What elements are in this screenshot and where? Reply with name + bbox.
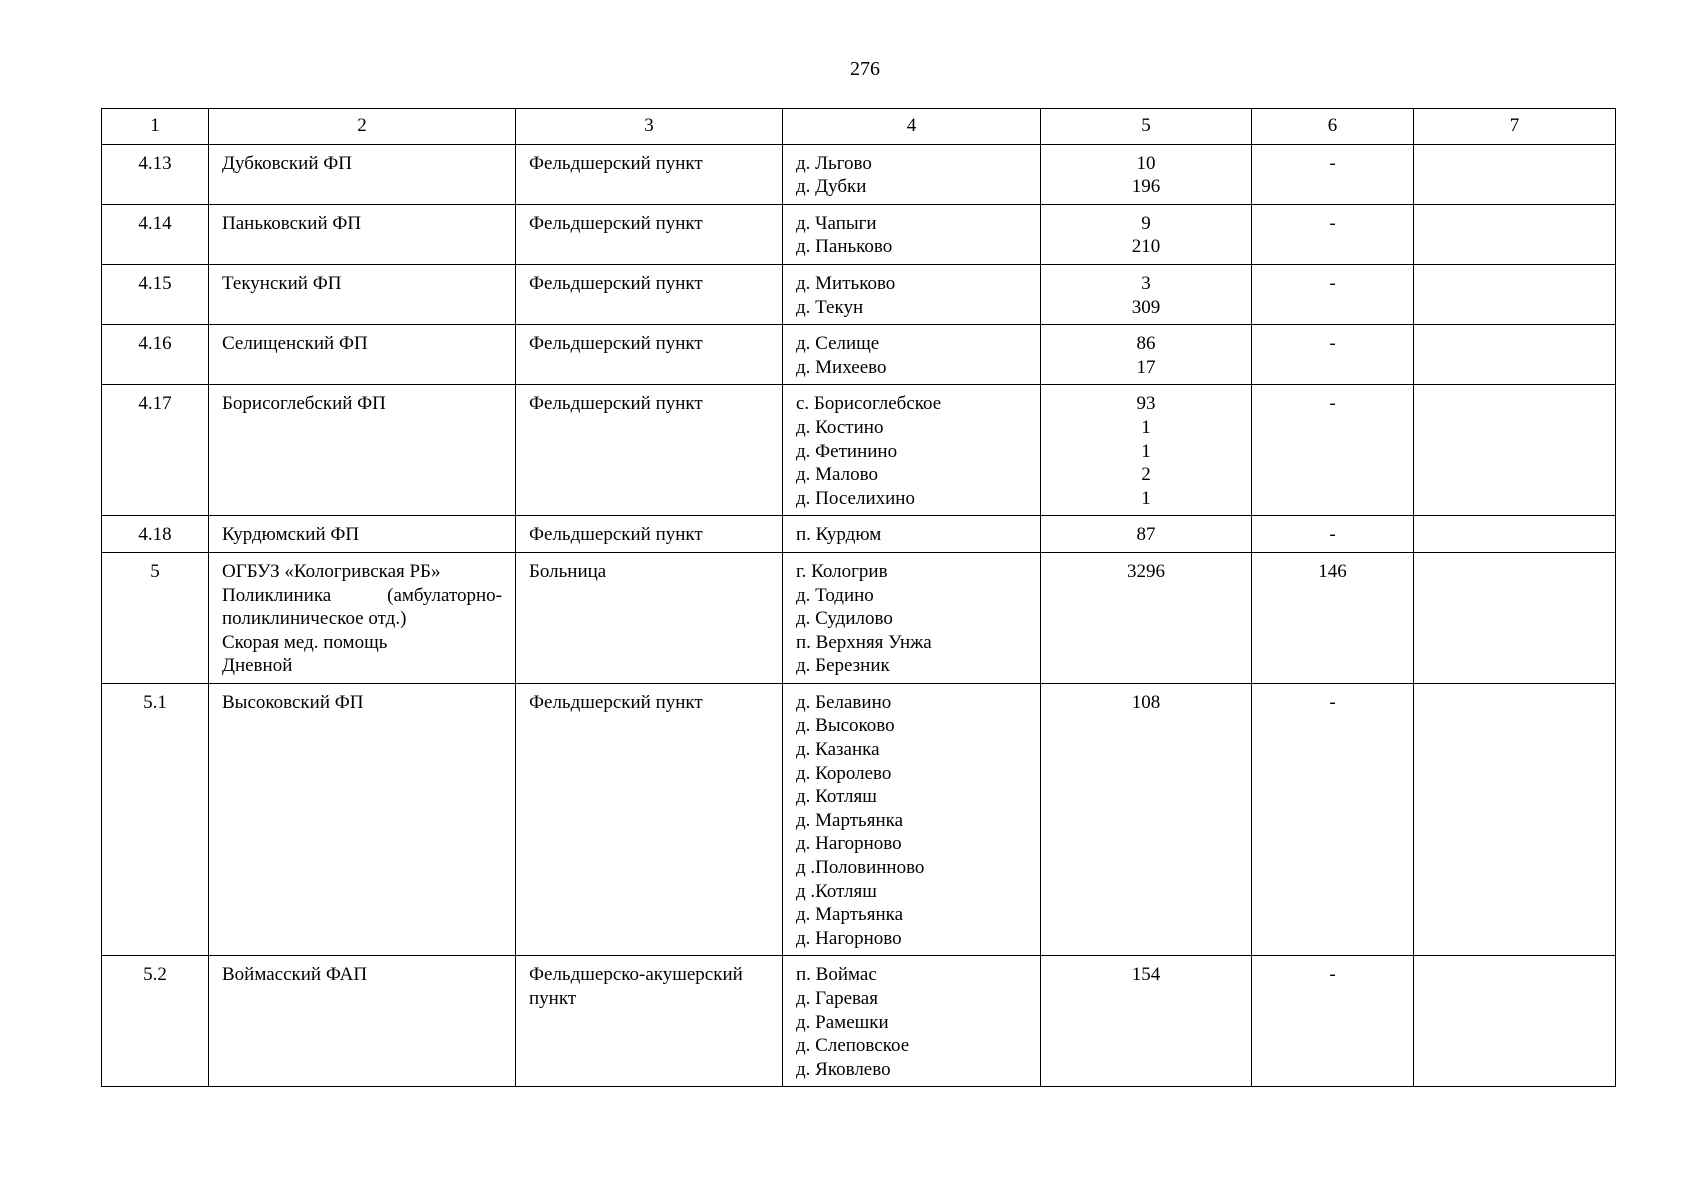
settlements-cell xyxy=(783,144,1041,204)
row-number-cell: 5 xyxy=(102,552,209,683)
facility-name-cell-line: Курдюмский ФП xyxy=(222,524,360,546)
settlements-cell-line: д. Гаревая xyxy=(796,988,878,1009)
facility-type-cell-line: Фельдшерский пункт xyxy=(529,524,703,546)
population-cell-line: 1 xyxy=(1141,487,1151,509)
settlements-cell-line: д. Митьково xyxy=(796,272,896,294)
table-header-row xyxy=(102,109,1616,145)
facility-name-cell-line: Скорая мед. помощь xyxy=(222,631,388,653)
row-number-cell: 4.13 xyxy=(102,144,209,204)
population-cell xyxy=(1041,385,1252,516)
facility-name-cell xyxy=(209,204,516,264)
settlements-cell-line: д. Мартьянка xyxy=(796,809,903,831)
facility-name-cell xyxy=(209,956,516,1087)
settlements-cell-line: д. Текун xyxy=(796,296,864,318)
population-cell-line: 9 xyxy=(1141,212,1151,234)
facility-type-cell xyxy=(516,264,783,324)
settlements-cell-line: д. Яковлево xyxy=(796,1058,891,1080)
facility-type-cell-line: Фельдшерско-акушерский xyxy=(529,964,743,986)
settlements-cell-line: д. Малово xyxy=(796,464,878,486)
facility-type-cell-line: пункт xyxy=(529,988,577,1009)
settlements-cell xyxy=(783,683,1041,956)
population-cell xyxy=(1041,204,1252,264)
population-cell-line: 17 xyxy=(1136,356,1156,378)
col6-cell: - xyxy=(1252,516,1414,553)
table-row xyxy=(102,516,1616,553)
facility-type-cell-line: Фельдшерский пункт xyxy=(529,212,703,234)
table-body xyxy=(102,109,1616,1087)
settlements-cell-line: д. Мартьянка xyxy=(796,904,903,926)
facility-type-cell xyxy=(516,956,783,1087)
population-cell-line: 93 xyxy=(1136,393,1156,415)
settlements-cell-line: д. Паньково xyxy=(796,236,893,258)
col7-cell xyxy=(1414,264,1616,324)
settlements-cell-line: с. Борисоглебское xyxy=(796,393,942,415)
table-row xyxy=(102,144,1616,204)
population-cell-line: 108 xyxy=(1131,691,1161,713)
settlements-cell-line: д. Фетинино xyxy=(796,440,898,462)
facility-type-cell xyxy=(516,325,783,385)
header-cell: 3 xyxy=(516,109,783,145)
population-cell xyxy=(1041,144,1252,204)
population-cell xyxy=(1041,683,1252,956)
population-cell-line: 3296 xyxy=(1127,560,1165,582)
table-row xyxy=(102,552,1616,683)
population-cell xyxy=(1041,552,1252,683)
facility-name-cell-line: Борисоглебский ФП xyxy=(222,393,386,415)
facility-name-cell-line: Дневной xyxy=(222,655,293,677)
col6-cell: - xyxy=(1252,683,1414,956)
settlements-cell-line: д .Котляш xyxy=(796,880,877,902)
page-number: 276 xyxy=(850,58,880,80)
settlements-cell-line: д .Половинново xyxy=(796,857,925,879)
facility-type-cell-line: Больница xyxy=(529,560,607,582)
facility-name-cell-line: поликлиническое отд.) xyxy=(222,608,407,630)
col7-cell xyxy=(1414,516,1616,553)
facility-type-cell-line: Фельдшерский пункт xyxy=(529,272,703,294)
population-cell-line: 1 xyxy=(1141,416,1151,438)
population-cell xyxy=(1041,516,1252,553)
facility-name-cell xyxy=(209,325,516,385)
col7-cell xyxy=(1414,552,1616,683)
facility-type-cell-line: Фельдшерский пункт xyxy=(529,691,703,713)
settlements-cell-line: д. Дубки xyxy=(796,176,867,198)
settlements-cell-line: д. Слеповское xyxy=(796,1035,910,1057)
settlements-cell xyxy=(783,552,1041,683)
population-cell-line: 154 xyxy=(1131,964,1161,986)
settlements-cell-line: д. Белавино xyxy=(796,691,892,713)
settlements-cell-line: д. Рамешки xyxy=(796,1011,889,1033)
table-row xyxy=(102,683,1616,956)
row-number-cell: 4.16 xyxy=(102,325,209,385)
facility-type-cell-line: Фельдшерский пункт xyxy=(529,393,703,415)
facility-type-cell xyxy=(516,516,783,553)
header-cell: 6 xyxy=(1252,109,1414,145)
settlements-cell-line: д. Селище xyxy=(796,333,880,355)
facility-name-cell xyxy=(209,144,516,204)
facility-name-cell-line: Селищенский ФП xyxy=(222,333,368,355)
col7-cell xyxy=(1414,144,1616,204)
col7-cell xyxy=(1414,325,1616,385)
facility-type-cell-line: Фельдшерский пункт xyxy=(529,333,703,355)
population-cell-line: 3 xyxy=(1141,272,1151,294)
settlements-cell-line: д. Березник xyxy=(796,655,890,677)
facility-type-cell xyxy=(516,144,783,204)
settlements-cell-line: д. Чапыги xyxy=(796,212,877,234)
population-cell-line: 309 xyxy=(1131,296,1161,318)
header-cell: 2 xyxy=(209,109,516,145)
population-cell-line: 86 xyxy=(1136,333,1156,355)
row-number-cell: 4.14 xyxy=(102,204,209,264)
population-cell-line: 210 xyxy=(1131,236,1161,258)
facility-name-cell-line: Высоковский ФП xyxy=(222,691,364,713)
settlements-cell-line: д. Нагорново xyxy=(796,833,902,855)
settlements-cell-line: п. Верхняя Унжа xyxy=(796,631,932,653)
col6-cell: - xyxy=(1252,956,1414,1087)
settlements-cell xyxy=(783,325,1041,385)
facility-name-cell-line: ОГБУЗ «Кологривская РБ» xyxy=(222,560,441,582)
settlements-cell xyxy=(783,264,1041,324)
facility-name-cell-line: Текунский ФП xyxy=(222,272,342,294)
facility-name-cell xyxy=(209,264,516,324)
population-cell-line: 196 xyxy=(1131,176,1161,198)
settlements-cell-line: д. Нагорново xyxy=(796,927,902,949)
facility-name-cell xyxy=(209,516,516,553)
row-number-cell: 4.18 xyxy=(102,516,209,553)
settlements-cell-line: п. Курдюм xyxy=(796,524,882,546)
facility-name-cell xyxy=(209,683,516,956)
facility-name-cell xyxy=(209,552,516,683)
settlements-cell-line: д. Королево xyxy=(796,762,892,784)
population-cell xyxy=(1041,325,1252,385)
row-number-cell: 5.1 xyxy=(102,683,209,956)
table-row xyxy=(102,385,1616,516)
settlements-cell xyxy=(783,516,1041,553)
facility-name-cell-line: Воймасский ФАП xyxy=(222,964,368,986)
row-number-cell: 4.15 xyxy=(102,264,209,324)
table-row xyxy=(102,956,1616,1087)
settlements-cell-line: д. Судилово xyxy=(796,608,893,630)
settlements-cell-line: д. Поселихино xyxy=(796,487,915,509)
header-cell: 5 xyxy=(1041,109,1252,145)
population-cell xyxy=(1041,264,1252,324)
settlements-cell-line: д. Тодино xyxy=(796,584,874,606)
settlements-cell xyxy=(783,385,1041,516)
col6-cell: - xyxy=(1252,325,1414,385)
col7-cell xyxy=(1414,683,1616,956)
facility-name-cell xyxy=(209,385,516,516)
settlements-cell-line: д. Костино xyxy=(796,416,884,438)
col6-cell: - xyxy=(1252,204,1414,264)
settlements-cell-line: д. Михеево xyxy=(796,356,887,378)
settlements-cell-line: д. Котляш xyxy=(796,786,877,808)
facility-type-cell xyxy=(516,385,783,516)
row-number-cell: 5.2 xyxy=(102,956,209,1087)
header-cell: 7 xyxy=(1414,109,1616,145)
table-row xyxy=(102,264,1616,324)
settlements-cell xyxy=(783,204,1041,264)
table-row xyxy=(102,204,1616,264)
population-cell-line: 87 xyxy=(1136,524,1156,546)
facility-type-cell xyxy=(516,552,783,683)
col6-cell: 146 xyxy=(1252,552,1414,683)
population-cell-line: 10 xyxy=(1136,152,1156,174)
population-cell-line: 2 xyxy=(1141,464,1151,486)
col7-cell xyxy=(1414,956,1616,1087)
facility-name-cell-line: Поликлиника (амбулаторно- xyxy=(222,584,502,606)
settlements-cell-line: д. Высоково xyxy=(796,715,895,737)
col6-cell: - xyxy=(1252,385,1414,516)
settlements-cell-line: п. Воймас xyxy=(796,964,877,986)
population-cell-line: 1 xyxy=(1141,440,1151,462)
facility-name-cell-line: Паньковский ФП xyxy=(222,212,362,234)
facility-type-cell xyxy=(516,683,783,956)
header-cell: 4 xyxy=(783,109,1041,145)
facility-type-cell-line: Фельдшерский пункт xyxy=(529,152,703,174)
population-cell xyxy=(1041,956,1252,1087)
col7-cell xyxy=(1414,385,1616,516)
settlements-cell-line: г. Кологрив xyxy=(796,560,888,582)
header-cell: 1 xyxy=(102,109,209,145)
document-table xyxy=(101,108,1616,1087)
settlements-cell-line: д. Льгово xyxy=(796,152,872,174)
facility-type-cell xyxy=(516,204,783,264)
col6-cell: - xyxy=(1252,264,1414,324)
facility-name-cell-line: Дубковский ФП xyxy=(222,152,352,174)
row-number-cell: 4.17 xyxy=(102,385,209,516)
settlements-cell-line: д. Казанка xyxy=(796,739,880,761)
settlements-cell xyxy=(783,956,1041,1087)
col7-cell xyxy=(1414,204,1616,264)
table-row xyxy=(102,325,1616,385)
col6-cell: - xyxy=(1252,144,1414,204)
